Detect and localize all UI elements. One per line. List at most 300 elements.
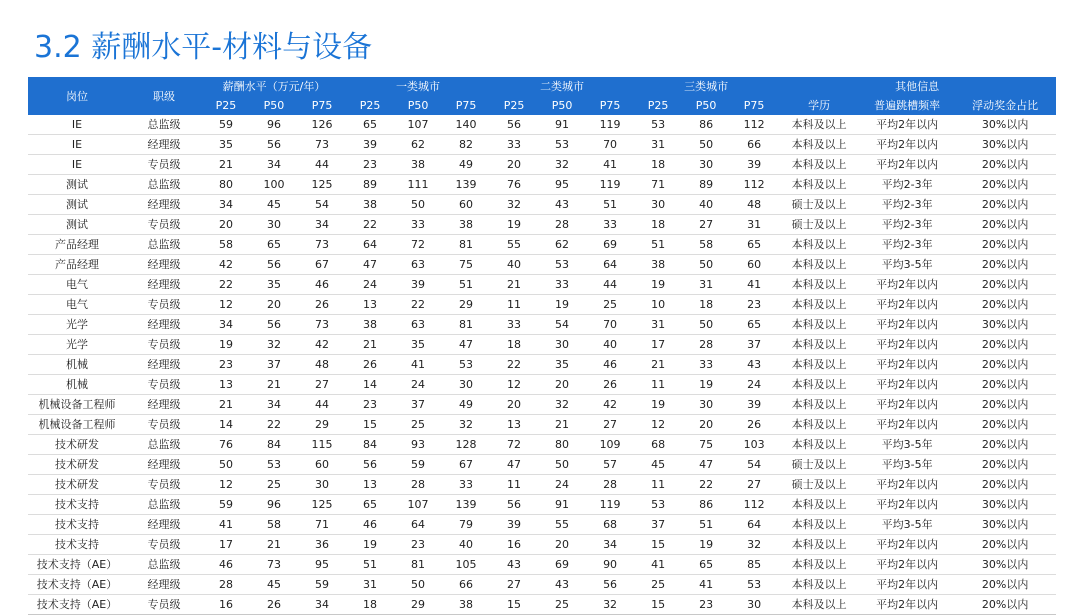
cell-salary-p25: 13 (202, 375, 250, 395)
cell-job-hop: 平均2-3年 (860, 195, 954, 215)
cell-job-hop: 平均2-3年 (860, 235, 954, 255)
cell-tier1-p25: 24 (346, 275, 394, 295)
cell-bonus: 20%以内 (954, 415, 1056, 435)
cell-level: 专员级 (126, 335, 202, 355)
cell-salary-p75: 115 (298, 435, 346, 455)
cell-tier2-p25: 20 (490, 155, 538, 175)
cell-tier3-p25: 41 (634, 555, 682, 575)
cell-tier3-p25: 68 (634, 435, 682, 455)
cell-level: 专员级 (126, 595, 202, 615)
cell-bonus: 20%以内 (954, 155, 1056, 175)
cell-salary-p50: 20 (250, 295, 298, 315)
cell-level: 经理级 (126, 195, 202, 215)
cell-education: 硕士及以上 (778, 475, 860, 495)
cell-tier3-p50: 75 (682, 435, 730, 455)
cell-position: 电气 (28, 275, 126, 295)
cell-tier3-p75: 64 (730, 515, 778, 535)
cell-tier3-p50: 31 (682, 275, 730, 295)
cell-position: 产品经理 (28, 235, 126, 255)
cell-tier2-p75: 26 (586, 375, 634, 395)
cell-tier3-p25: 19 (634, 395, 682, 415)
cell-tier1-p25: 22 (346, 215, 394, 235)
cell-salary-p25: 34 (202, 315, 250, 335)
table-row (28, 435, 1056, 455)
cell-position: IE (28, 115, 126, 135)
cell-tier3-p50: 41 (682, 575, 730, 595)
cell-tier3-p50: 28 (682, 335, 730, 355)
cell-salary-p25: 23 (202, 355, 250, 375)
col-header-position: 岗位 (28, 77, 126, 115)
cell-tier2-p75: 41 (586, 155, 634, 175)
cell-tier1-p25: 51 (346, 555, 394, 575)
cell-tier1-p50: 107 (394, 495, 442, 515)
cell-job-hop: 平均2年以内 (860, 415, 954, 435)
cell-position: 技术支持（AE） (28, 575, 126, 595)
cell-tier3-p50: 30 (682, 155, 730, 175)
cell-job-hop: 平均2-3年 (860, 175, 954, 195)
cell-tier3-p75: 32 (730, 535, 778, 555)
cell-tier1-p75: 105 (442, 555, 490, 575)
table-row (28, 555, 1056, 575)
cell-bonus: 30%以内 (954, 515, 1056, 535)
table-body (28, 115, 1056, 615)
cell-tier3-p75: 37 (730, 335, 778, 355)
cell-salary-p75: 125 (298, 175, 346, 195)
cell-tier1-p75: 40 (442, 535, 490, 555)
cell-salary-p75: 95 (298, 555, 346, 575)
cell-tier2-p25: 39 (490, 515, 538, 535)
cell-tier3-p50: 23 (682, 595, 730, 615)
cell-job-hop: 平均3-5年 (860, 435, 954, 455)
cell-bonus: 20%以内 (954, 215, 1056, 235)
cell-tier2-p75: 119 (586, 175, 634, 195)
cell-position: 技术支持 (28, 495, 126, 515)
table-row (28, 135, 1056, 155)
cell-tier1-p50: 41 (394, 355, 442, 375)
cell-salary-p75: 126 (298, 115, 346, 135)
cell-salary-p50: 73 (250, 555, 298, 575)
cell-salary-p75: 71 (298, 515, 346, 535)
col-group-tier3: 三类城市 (634, 77, 778, 96)
cell-position: 技术支持 (28, 535, 126, 555)
cell-tier3-p50: 19 (682, 535, 730, 555)
table-row (28, 295, 1056, 315)
cell-tier1-p50: 59 (394, 455, 442, 475)
cell-bonus: 20%以内 (954, 295, 1056, 315)
cell-tier2-p75: 40 (586, 335, 634, 355)
cell-tier1-p50: 93 (394, 435, 442, 455)
col-header-p75: P75 (730, 96, 778, 115)
cell-tier2-p25: 55 (490, 235, 538, 255)
table-row (28, 495, 1056, 515)
cell-salary-p25: 76 (202, 435, 250, 455)
cell-tier2-p50: 32 (538, 395, 586, 415)
cell-tier1-p50: 35 (394, 335, 442, 355)
cell-salary-p25: 19 (202, 335, 250, 355)
cell-salary-p50: 22 (250, 415, 298, 435)
cell-tier3-p25: 37 (634, 515, 682, 535)
cell-tier2-p25: 27 (490, 575, 538, 595)
cell-education: 本科及以上 (778, 595, 860, 615)
cell-tier2-p50: 21 (538, 415, 586, 435)
cell-job-hop: 平均3-5年 (860, 255, 954, 275)
cell-position: 测试 (28, 175, 126, 195)
cell-tier1-p25: 89 (346, 175, 394, 195)
cell-tier1-p75: 139 (442, 175, 490, 195)
cell-tier1-p25: 18 (346, 595, 394, 615)
cell-bonus: 30%以内 (954, 135, 1056, 155)
table-row (28, 455, 1056, 475)
cell-tier2-p25: 47 (490, 455, 538, 475)
cell-position: 产品经理 (28, 255, 126, 275)
cell-tier2-p50: 62 (538, 235, 586, 255)
cell-tier2-p50: 32 (538, 155, 586, 175)
cell-salary-p25: 20 (202, 215, 250, 235)
table-row (28, 535, 1056, 555)
cell-tier1-p50: 33 (394, 215, 442, 235)
cell-tier1-p25: 65 (346, 495, 394, 515)
cell-tier2-p75: 90 (586, 555, 634, 575)
cell-salary-p75: 67 (298, 255, 346, 275)
cell-bonus: 30%以内 (954, 315, 1056, 335)
cell-tier2-p25: 72 (490, 435, 538, 455)
cell-tier2-p75: 42 (586, 395, 634, 415)
cell-tier2-p75: 44 (586, 275, 634, 295)
cell-tier1-p75: 66 (442, 575, 490, 595)
cell-salary-p50: 56 (250, 135, 298, 155)
cell-salary-p75: 27 (298, 375, 346, 395)
cell-level: 专员级 (126, 375, 202, 395)
cell-bonus: 20%以内 (954, 355, 1056, 375)
cell-tier1-p50: 50 (394, 195, 442, 215)
cell-tier3-p25: 25 (634, 575, 682, 595)
cell-education: 本科及以上 (778, 315, 860, 335)
cell-education: 硕士及以上 (778, 195, 860, 215)
cell-salary-p50: 34 (250, 395, 298, 415)
cell-education: 本科及以上 (778, 175, 860, 195)
cell-salary-p25: 22 (202, 275, 250, 295)
cell-tier2-p25: 20 (490, 395, 538, 415)
cell-tier1-p50: 107 (394, 115, 442, 135)
cell-tier2-p50: 35 (538, 355, 586, 375)
cell-tier1-p25: 47 (346, 255, 394, 275)
col-group-salary: 薪酬水平（万元/年） (202, 77, 346, 96)
col-header-p75: P75 (586, 96, 634, 115)
table-row (28, 515, 1056, 535)
cell-tier1-p50: 63 (394, 315, 442, 335)
cell-tier3-p25: 53 (634, 115, 682, 135)
table-row (28, 475, 1056, 495)
cell-tier3-p50: 22 (682, 475, 730, 495)
cell-tier1-p75: 81 (442, 235, 490, 255)
cell-tier2-p50: 30 (538, 335, 586, 355)
cell-education: 本科及以上 (778, 535, 860, 555)
table-row (28, 235, 1056, 255)
cell-job-hop: 平均2年以内 (860, 155, 954, 175)
cell-position: 技术支持 (28, 515, 126, 535)
cell-bonus: 20%以内 (954, 195, 1056, 215)
cell-tier1-p75: 47 (442, 335, 490, 355)
cell-level: 经理级 (126, 255, 202, 275)
col-header-p25: P25 (490, 96, 538, 115)
cell-salary-p50: 21 (250, 535, 298, 555)
cell-level: 总监级 (126, 115, 202, 135)
cell-education: 本科及以上 (778, 495, 860, 515)
cell-tier1-p75: 79 (442, 515, 490, 535)
cell-tier3-p25: 30 (634, 195, 682, 215)
cell-bonus: 20%以内 (954, 435, 1056, 455)
cell-tier2-p50: 25 (538, 595, 586, 615)
cell-education: 本科及以上 (778, 415, 860, 435)
cell-level: 经理级 (126, 315, 202, 335)
cell-salary-p50: 35 (250, 275, 298, 295)
cell-tier3-p75: 43 (730, 355, 778, 375)
table-row (28, 115, 1056, 135)
cell-salary-p50: 56 (250, 255, 298, 275)
cell-tier3-p75: 85 (730, 555, 778, 575)
cell-tier3-p75: 48 (730, 195, 778, 215)
cell-tier1-p50: 22 (394, 295, 442, 315)
cell-tier2-p75: 70 (586, 135, 634, 155)
cell-salary-p50: 45 (250, 195, 298, 215)
cell-tier1-p25: 31 (346, 575, 394, 595)
cell-tier2-p25: 11 (490, 295, 538, 315)
cell-education: 本科及以上 (778, 515, 860, 535)
cell-tier2-p50: 53 (538, 255, 586, 275)
cell-salary-p25: 16 (202, 595, 250, 615)
cell-education: 本科及以上 (778, 155, 860, 175)
cell-tier2-p50: 55 (538, 515, 586, 535)
cell-tier2-p25: 21 (490, 275, 538, 295)
cell-tier3-p75: 112 (730, 175, 778, 195)
cell-tier1-p25: 38 (346, 195, 394, 215)
cell-job-hop: 平均2年以内 (860, 495, 954, 515)
salary-table-container (28, 77, 1048, 615)
cell-bonus: 30%以内 (954, 115, 1056, 135)
cell-salary-p75: 54 (298, 195, 346, 215)
cell-tier1-p75: 38 (442, 595, 490, 615)
cell-tier1-p50: 25 (394, 415, 442, 435)
cell-level: 经理级 (126, 275, 202, 295)
cell-tier3-p25: 18 (634, 215, 682, 235)
cell-bonus: 20%以内 (954, 175, 1056, 195)
table-row (28, 315, 1056, 335)
col-header-p25: P25 (634, 96, 682, 115)
cell-tier2-p50: 33 (538, 275, 586, 295)
cell-tier1-p75: 29 (442, 295, 490, 315)
cell-job-hop: 平均2年以内 (860, 475, 954, 495)
cell-position: 测试 (28, 195, 126, 215)
table-row (28, 275, 1056, 295)
cell-tier2-p50: 80 (538, 435, 586, 455)
cell-tier1-p25: 56 (346, 455, 394, 475)
col-header-p50: P50 (538, 96, 586, 115)
cell-position: 电气 (28, 295, 126, 315)
cell-bonus: 20%以内 (954, 575, 1056, 595)
cell-tier2-p50: 43 (538, 575, 586, 595)
table-row (28, 595, 1056, 615)
cell-tier3-p75: 65 (730, 315, 778, 335)
cell-tier2-p75: 51 (586, 195, 634, 215)
col-group-tier1: 一类城市 (346, 77, 490, 96)
cell-bonus: 20%以内 (954, 535, 1056, 555)
cell-level: 总监级 (126, 495, 202, 515)
cell-level: 经理级 (126, 135, 202, 155)
cell-tier2-p75: 32 (586, 595, 634, 615)
cell-salary-p75: 30 (298, 475, 346, 495)
cell-tier2-p50: 24 (538, 475, 586, 495)
cell-tier1-p25: 15 (346, 415, 394, 435)
cell-salary-p75: 59 (298, 575, 346, 595)
cell-tier3-p25: 38 (634, 255, 682, 275)
cell-tier3-p50: 50 (682, 315, 730, 335)
cell-salary-p75: 46 (298, 275, 346, 295)
cell-tier2-p25: 22 (490, 355, 538, 375)
cell-level: 总监级 (126, 175, 202, 195)
cell-salary-p25: 21 (202, 155, 250, 175)
cell-salary-p50: 32 (250, 335, 298, 355)
cell-tier1-p25: 84 (346, 435, 394, 455)
cell-salary-p50: 30 (250, 215, 298, 235)
cell-tier1-p50: 50 (394, 575, 442, 595)
cell-tier1-p25: 21 (346, 335, 394, 355)
cell-tier2-p25: 33 (490, 315, 538, 335)
cell-tier3-p25: 15 (634, 535, 682, 555)
header-row-group (28, 77, 1056, 96)
cell-tier3-p25: 11 (634, 475, 682, 495)
col-header-job-hop: 普遍跳槽频率 (860, 96, 954, 115)
cell-salary-p25: 59 (202, 495, 250, 515)
cell-tier3-p25: 17 (634, 335, 682, 355)
cell-tier2-p25: 13 (490, 415, 538, 435)
cell-tier1-p25: 14 (346, 375, 394, 395)
cell-salary-p50: 26 (250, 595, 298, 615)
table-row (28, 375, 1056, 395)
cell-bonus: 20%以内 (954, 335, 1056, 355)
cell-tier1-p50: 28 (394, 475, 442, 495)
cell-job-hop: 平均3-5年 (860, 455, 954, 475)
cell-tier3-p50: 19 (682, 375, 730, 395)
cell-salary-p25: 59 (202, 115, 250, 135)
cell-tier3-p75: 30 (730, 595, 778, 615)
cell-tier1-p75: 51 (442, 275, 490, 295)
cell-tier1-p50: 29 (394, 595, 442, 615)
cell-tier1-p75: 75 (442, 255, 490, 275)
cell-education: 本科及以上 (778, 255, 860, 275)
cell-education: 本科及以上 (778, 115, 860, 135)
cell-job-hop: 平均2-3年 (860, 215, 954, 235)
cell-level: 经理级 (126, 455, 202, 475)
cell-tier2-p75: 109 (586, 435, 634, 455)
cell-tier1-p75: 140 (442, 115, 490, 135)
cell-bonus: 20%以内 (954, 255, 1056, 275)
cell-salary-p25: 41 (202, 515, 250, 535)
cell-job-hop: 平均2年以内 (860, 395, 954, 415)
cell-tier2-p25: 76 (490, 175, 538, 195)
cell-tier2-p50: 54 (538, 315, 586, 335)
cell-tier3-p75: 66 (730, 135, 778, 155)
cell-tier3-p75: 65 (730, 235, 778, 255)
col-header-p50: P50 (682, 96, 730, 115)
cell-education: 本科及以上 (778, 575, 860, 595)
cell-salary-p50: 37 (250, 355, 298, 375)
cell-tier3-p50: 65 (682, 555, 730, 575)
cell-tier1-p25: 23 (346, 155, 394, 175)
cell-salary-p50: 21 (250, 375, 298, 395)
cell-tier1-p75: 82 (442, 135, 490, 155)
cell-tier1-p75: 53 (442, 355, 490, 375)
cell-level: 经理级 (126, 575, 202, 595)
cell-education: 本科及以上 (778, 275, 860, 295)
cell-tier3-p75: 60 (730, 255, 778, 275)
cell-salary-p25: 12 (202, 475, 250, 495)
cell-salary-p75: 60 (298, 455, 346, 475)
cell-tier2-p50: 53 (538, 135, 586, 155)
cell-education: 本科及以上 (778, 335, 860, 355)
cell-tier2-p25: 11 (490, 475, 538, 495)
cell-tier1-p50: 63 (394, 255, 442, 275)
cell-tier1-p25: 23 (346, 395, 394, 415)
cell-tier2-p25: 19 (490, 215, 538, 235)
table-row (28, 355, 1056, 375)
cell-level: 总监级 (126, 555, 202, 575)
cell-salary-p25: 42 (202, 255, 250, 275)
cell-salary-p25: 35 (202, 135, 250, 155)
cell-salary-p75: 73 (298, 315, 346, 335)
cell-tier1-p25: 65 (346, 115, 394, 135)
cell-education: 本科及以上 (778, 355, 860, 375)
cell-tier3-p25: 11 (634, 375, 682, 395)
cell-tier3-p75: 103 (730, 435, 778, 455)
cell-bonus: 20%以内 (954, 595, 1056, 615)
cell-salary-p50: 96 (250, 115, 298, 135)
cell-position: IE (28, 155, 126, 175)
cell-tier1-p25: 39 (346, 135, 394, 155)
cell-tier3-p75: 54 (730, 455, 778, 475)
cell-education: 本科及以上 (778, 555, 860, 575)
cell-tier3-p25: 19 (634, 275, 682, 295)
col-header-p25: P25 (346, 96, 394, 115)
cell-position: 技术支持（AE） (28, 595, 126, 615)
cell-level: 经理级 (126, 395, 202, 415)
cell-salary-p25: 50 (202, 455, 250, 475)
cell-bonus: 20%以内 (954, 455, 1056, 475)
cell-tier2-p50: 19 (538, 295, 586, 315)
col-header-p75: P75 (442, 96, 490, 115)
cell-salary-p50: 58 (250, 515, 298, 535)
cell-education: 本科及以上 (778, 375, 860, 395)
cell-salary-p75: 34 (298, 215, 346, 235)
cell-position: 光学 (28, 315, 126, 335)
cell-tier2-p25: 15 (490, 595, 538, 615)
cell-tier2-p50: 50 (538, 455, 586, 475)
cell-tier3-p75: 39 (730, 395, 778, 415)
cell-tier3-p75: 112 (730, 115, 778, 135)
cell-tier1-p25: 26 (346, 355, 394, 375)
cell-position: 机械设备工程师 (28, 415, 126, 435)
cell-position: 机械设备工程师 (28, 395, 126, 415)
cell-tier1-p75: 81 (442, 315, 490, 335)
cell-tier3-p75: 31 (730, 215, 778, 235)
cell-tier1-p50: 72 (394, 235, 442, 255)
cell-tier2-p25: 43 (490, 555, 538, 575)
cell-salary-p75: 125 (298, 495, 346, 515)
table-row (28, 175, 1056, 195)
cell-tier1-p25: 38 (346, 315, 394, 335)
cell-bonus: 20%以内 (954, 395, 1056, 415)
cell-salary-p50: 56 (250, 315, 298, 335)
cell-salary-p75: 42 (298, 335, 346, 355)
